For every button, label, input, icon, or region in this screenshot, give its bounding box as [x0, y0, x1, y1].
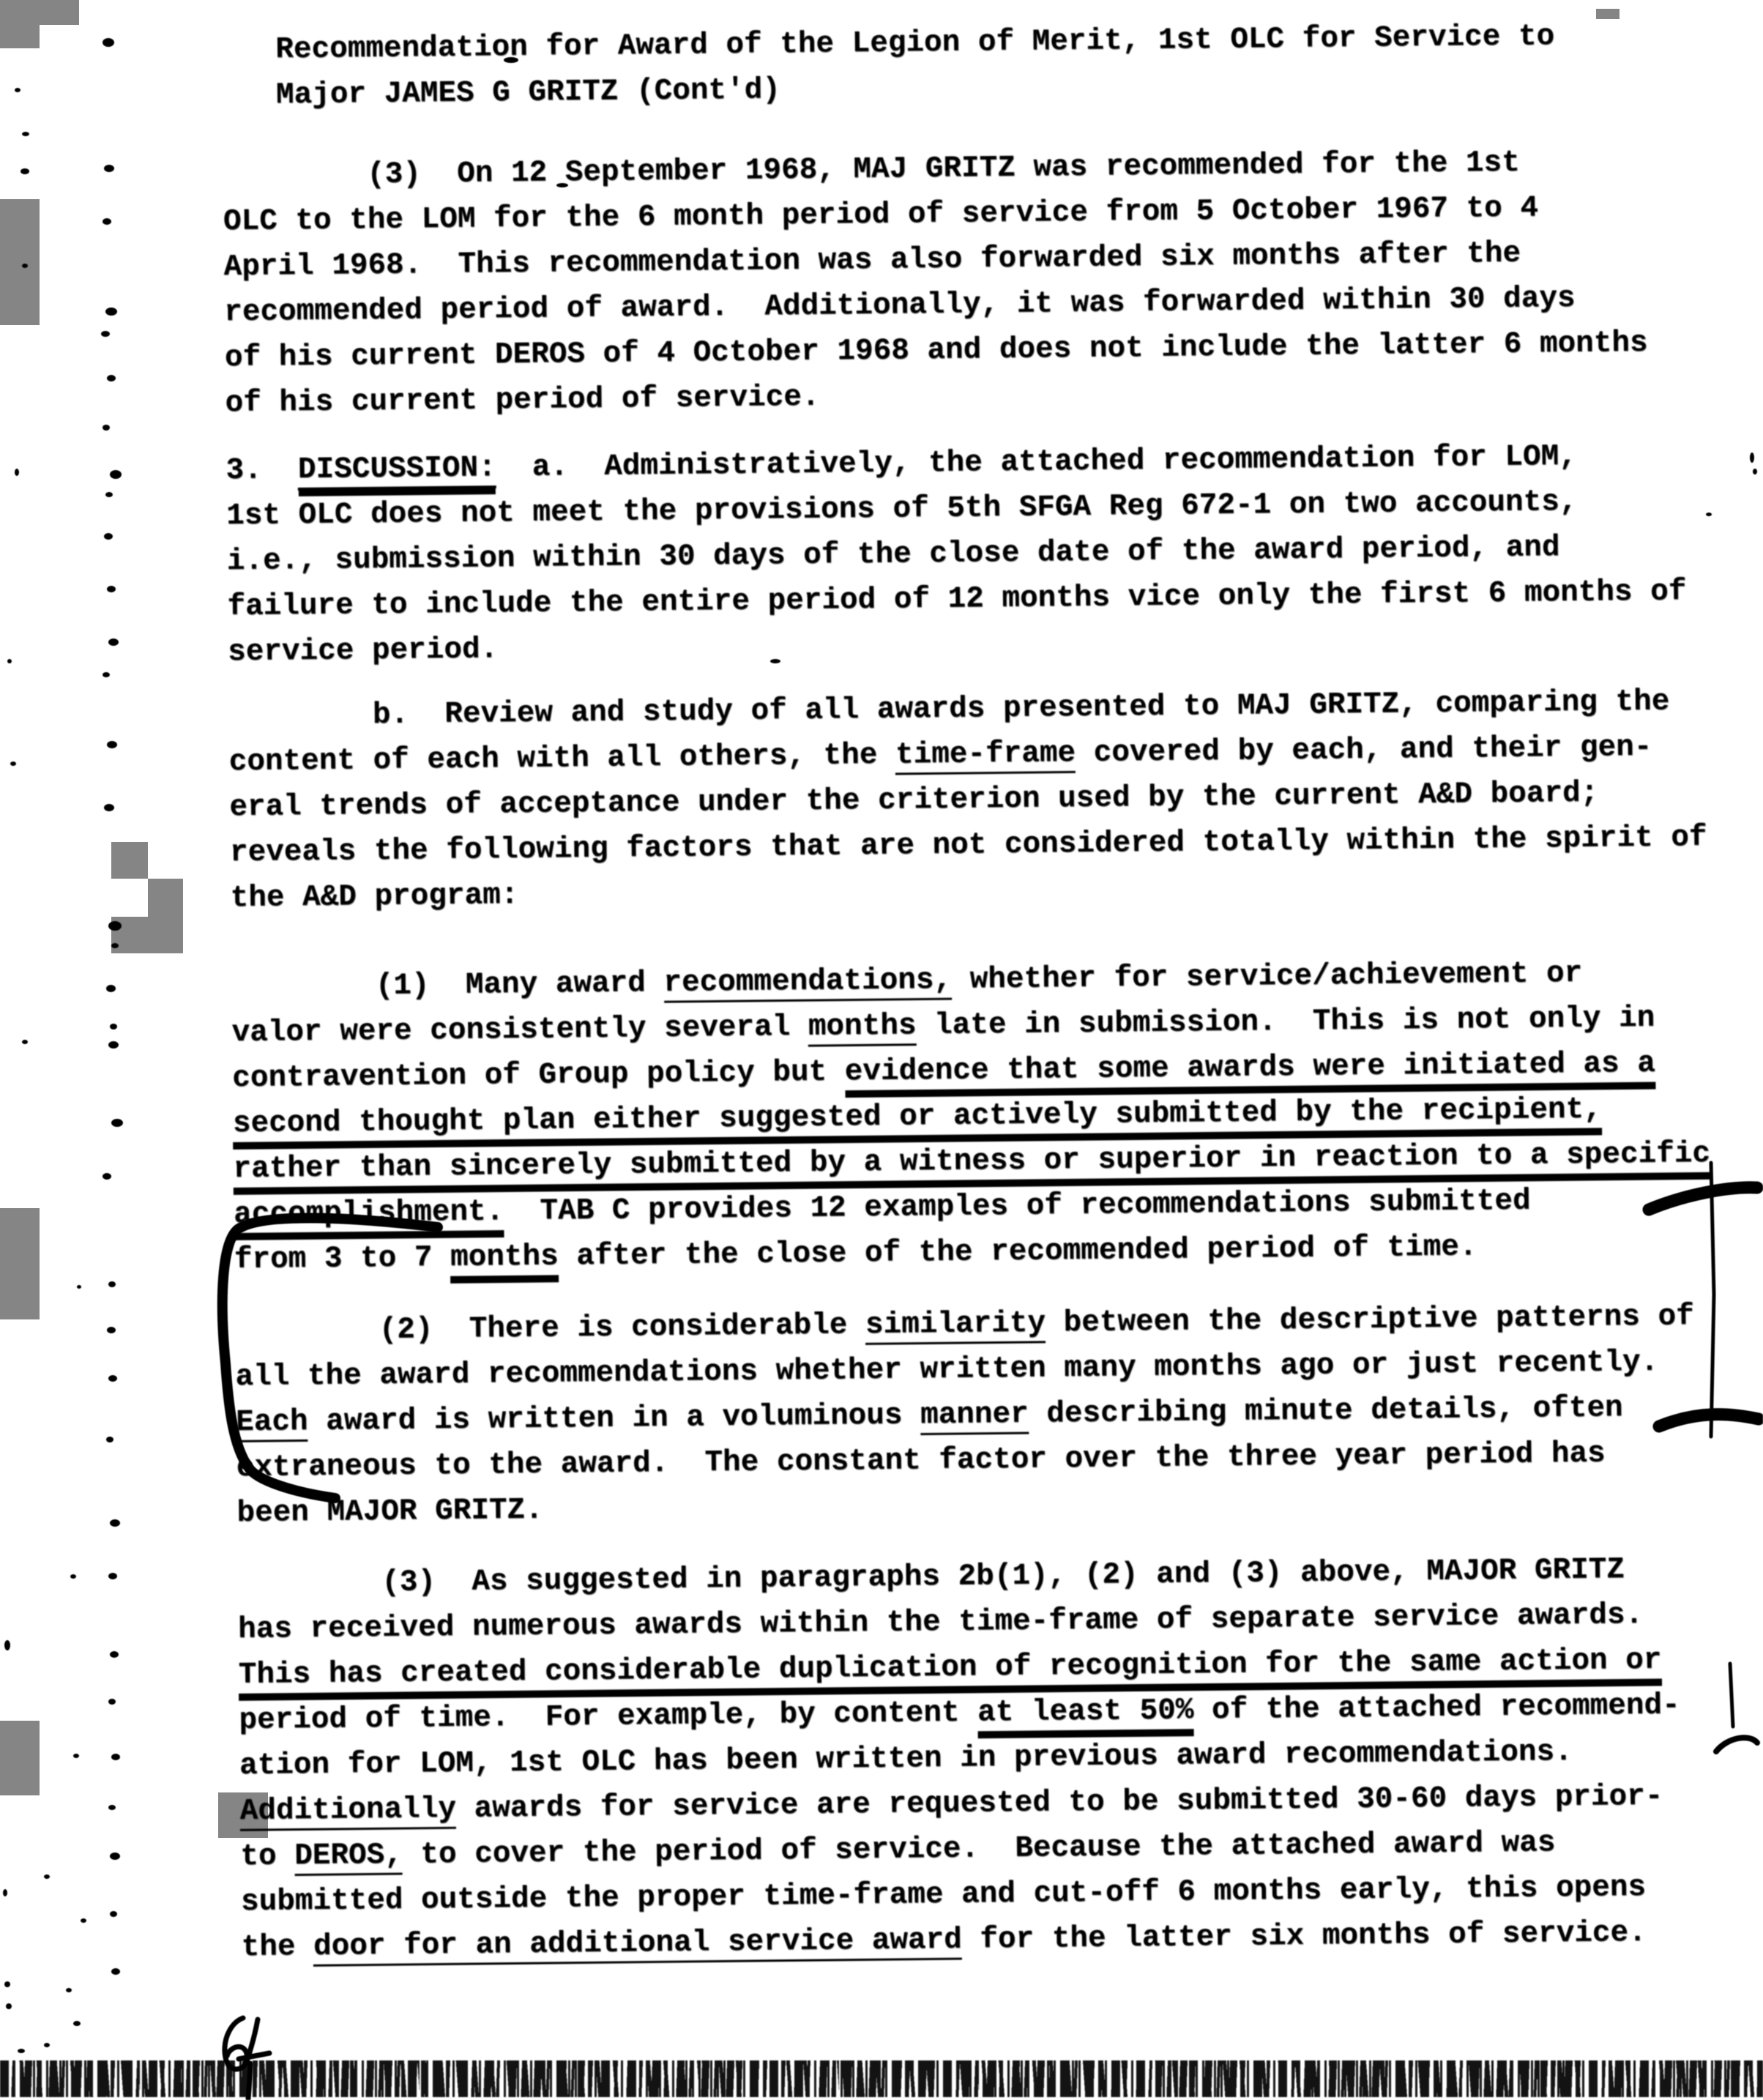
underlined-text-segment: door for an additional service award [313, 1924, 962, 1967]
text-segment: April 1968. This recommendation was also forwarded six months after the [223, 237, 1521, 284]
underlined-text-segment: months [450, 1240, 559, 1284]
text-segment: from 3 to 7 [234, 1240, 451, 1277]
text-segment: content of each with all others, the [228, 738, 896, 779]
underlined-text-segment: similarity [865, 1306, 1046, 1345]
text-segment: 1st OLC does not meet the provisions of 5th SFGA Reg 672-1 on two accounts, [225, 485, 1578, 533]
text-segment: recommended period of award. Additionally, it was forwarded within 30 days [224, 281, 1576, 329]
text-segment: TAB C provides 12 examples of recommendations submitted [504, 1184, 1531, 1229]
text-segment: of his current period of service. [225, 380, 820, 420]
underlined-text-segment: evidence that some awards were initiated as a [845, 1047, 1656, 1098]
underlined-text-segment: rather than sincerely submitted by a witness or superior in reaction to a specific [233, 1137, 1710, 1195]
underlined-text-segment: recommendations, [663, 964, 952, 1003]
underlined-text-segment: manner [920, 1398, 1029, 1436]
text-segment: contravention of Group policy but [232, 1055, 845, 1095]
text-segment: covered by each, and their gen- [1075, 730, 1652, 770]
text-segment: of his current DEROS of 4 October 1968 and does not include the latter 6 months [224, 326, 1648, 375]
text-segment: a. Administratively, the attached recommendation for LOM, [496, 439, 1578, 485]
right-small-line-mark [1730, 1664, 1733, 1727]
text-segment: (1) Many award [231, 966, 664, 1005]
text-segment: i.e., submission within 30 days of the close date of the award period, and [226, 530, 1560, 578]
text-segment: period of time. For example, by content [239, 1696, 978, 1738]
right-vertical-line-mark [1711, 1163, 1714, 1437]
text-segment: (2) There is considerable [234, 1308, 866, 1349]
underlined-text-segment: Additionally [239, 1792, 456, 1831]
underlined-text-segment: Each [236, 1405, 308, 1442]
text-segment: reveals the following factors that are not considered totally within the spirit of [229, 820, 1707, 870]
scan-noise-strip [0, 2060, 1763, 2097]
underlined-text-segment: time-frame [895, 737, 1076, 775]
text-segment: for the latter six months of service. [961, 1915, 1647, 1957]
text-segment: has received numerous awards within the time-frame of separate service awards. [237, 1598, 1644, 1647]
text-segment: to cover the period of service. Because the attached award was [402, 1826, 1556, 1872]
underlined-text-segment: months [808, 1009, 917, 1047]
text-segment: all the award recommendations whether written many months ago or just recently. [235, 1345, 1659, 1394]
text-segment: (3) On 12 September 1968, MAJ GRITZ was recommended for the 1st [223, 146, 1520, 193]
text-segment: the A&D program: [230, 878, 519, 915]
text-segment: the [241, 1929, 314, 1965]
underlined-text-segment: at least 50% [977, 1694, 1194, 1738]
text-segment: late in submission. This is not only in [916, 1001, 1655, 1043]
text-segment: (3) As suggested in paragraphs 2b(1), (2) and (3) above, MAJOR GRITZ [237, 1553, 1625, 1601]
right-tick-bottom-mark [1659, 1415, 1759, 1426]
text-segment: after the close of the recommended period of time. [558, 1230, 1477, 1274]
underlined-text-segment: This has created considerable duplication of recognition for the same action or [239, 1644, 1662, 1701]
text-segment: award is written in a voluminous [308, 1399, 921, 1439]
text-segment: valor were consistently several [231, 1010, 809, 1050]
left-bracket-mark [223, 1218, 438, 1498]
text-segment: 3. [225, 453, 299, 488]
text-segment: between the descriptive patterns of [1045, 1300, 1694, 1341]
text-segment: whether for service/achievement or [951, 956, 1583, 997]
text-segment: Recommendation for Award of the Legion of Merit, 1st OLC for Service to [221, 19, 1555, 67]
text-segment: to [240, 1839, 295, 1874]
text-segment: failure to include the entire period of 12 months vice only the first 6 months of [227, 575, 1687, 624]
text-segment: service period. [227, 633, 499, 669]
underlined-text-segment: DISCUSSION: [298, 451, 496, 491]
text-segment: extraneous to the award. The constant factor over the three year period has [236, 1437, 1606, 1485]
text-segment: eral trends of acceptance under the criterion used by the current A&D board; [229, 776, 1599, 824]
text-segment: Major JAMES G GRITZ (Cont'd) [221, 73, 781, 113]
text-segment: submitted outside the proper time-frame and cut-off 6 months early, this opens [240, 1870, 1647, 1919]
text-segment: awards for service are requested to be submitted 30-60 days prior- [455, 1779, 1663, 1826]
text-segment: describing minute details, often [1028, 1391, 1623, 1431]
right-small-flourish-mark [1716, 1738, 1757, 1751]
text-segment: of the attached recommend- [1193, 1688, 1680, 1728]
right-tick-top-mark [1649, 1188, 1757, 1210]
underlined-text-segment: second thought plan either suggested or actively submitted by the recipient, [233, 1092, 1602, 1150]
underlined-text-segment: accomplishment. [234, 1195, 504, 1240]
text-segment: b. Review and study of all awards presented to MAJ GRITZ, comparing the [228, 685, 1670, 734]
text-segment: OLC to the LOM for the 6 month period of service from 5 October 1967 to 4 [223, 191, 1539, 239]
text-segment: been MAJOR GRITZ. [236, 1493, 543, 1530]
text-segment: ation for LOM, 1st OLC has been written in previous award recommendations. [239, 1735, 1573, 1783]
underlined-text-segment: DEROS, [294, 1839, 403, 1877]
